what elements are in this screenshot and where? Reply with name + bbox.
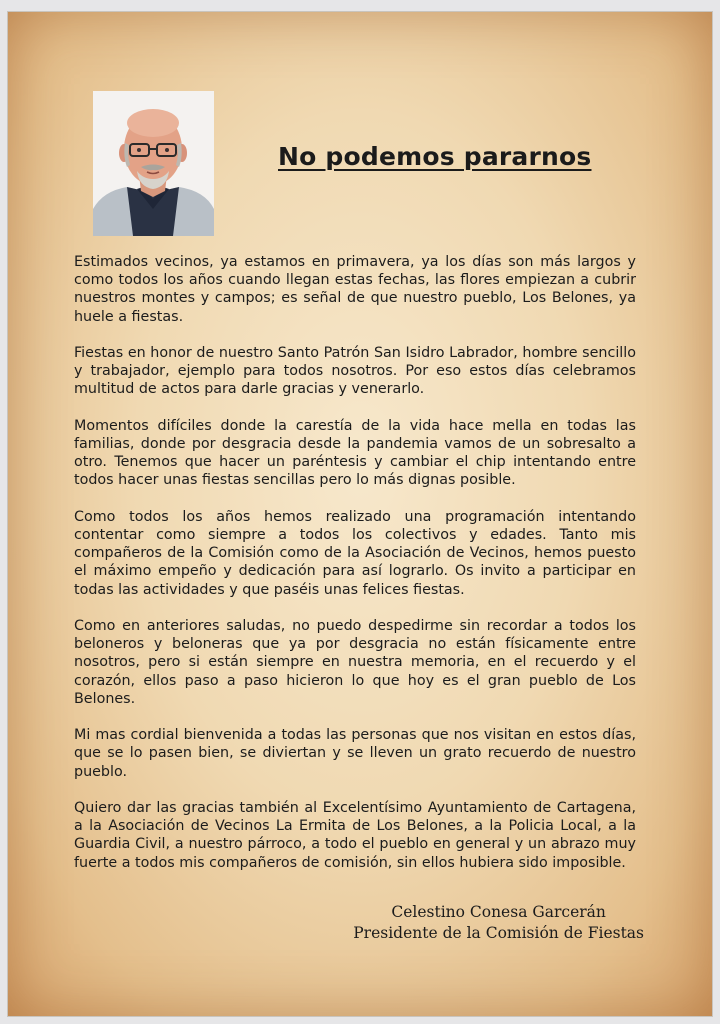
paragraph: Fiestas en honor de nuestro Santo Patrón San Isidro Labrador, hombre sencillo y trabajador, ejemplo para todos nosotros. Por eso estos días celebramos multitud de actos para darle gracias y venerarlo.	[74, 345, 636, 398]
paragraph: Quiero dar las gracias también al Excelentísimo Ayuntamiento de Cartagena, a la Asociación de Vecinos La Ermita de Los Belones, a la Policia Local, a la Guardia Civil, a nuestro párroco, a todo el pueblo en general y un abrazo muy fuerte a todos mis compañeros de comisión, sin ellos hubiera sido imposible.	[74, 800, 636, 871]
paragraph: Momentos difíciles donde la carestía de la vida hace mella en todas las familias, donde por desgracia desde la pandemia vamos de un sobresalto a otro. Tenemos que hacer un paréntesis y cambiar el chip intentando entre todos hacer unas fiestas sencillas pero lo más dignas posible.	[74, 417, 636, 489]
signature-name: Celestino Conesa Garcerán	[391, 903, 606, 921]
paragraph: Como todos los años hemos realizado una programación intentando contentar como siempre a todos los colectivos y edades. Tanto mis compañeros de la Comisión como de la Asociación de Vecinos, hemos puesto el máximo empeño y dedicación para así lograrlo. Os invito a participar en todas las actividades y que paséis unas felices fiestas.	[74, 508, 636, 598]
signature-role: Presidente de la Comisión de Fiestas	[353, 924, 644, 942]
paragraph: Mi mas cordial bienvenida a todas las personas que nos visitan en estos días, que se lo pasen bien, se diviertan y se lleven un grato recuerdo de nuestro pueblo.	[74, 727, 636, 780]
document-page	[8, 12, 712, 1016]
page-title: No podemos pararnos	[278, 142, 592, 171]
paragraph: Como en anteriores saludas, no puedo despedirme sin recordar a todos los beloneros y beloneras que ya por desgracia no están físicamente entre nosotros, pero si están siempre en nuestra memoria, en el recuerdo y el corazón, ellos paso a paso hicieron lo que hoy es el gran pueblo de Los Belones.	[74, 618, 636, 707]
paragraph: Estimados vecinos, ya estamos en primavera, ya los días son más largos y como todos los años cuando llegan estas fechas, las flores empiezan a cubrir nuestros montes y campos; es señal de que nuestro pueblo, Los Belones, ya huele a fiestas.	[74, 254, 636, 325]
signature-block	[353, 902, 644, 944]
letter-body	[74, 253, 636, 890]
